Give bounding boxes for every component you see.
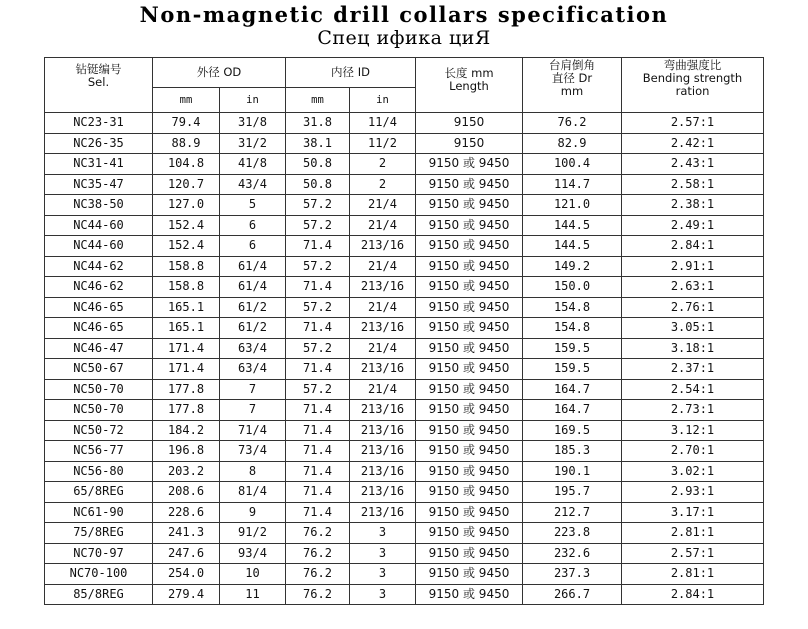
cell-od-mm: 152.4: [153, 215, 220, 236]
cell-id-mm: 71.4: [286, 420, 350, 441]
cell-id-in: 3: [350, 564, 416, 585]
cell-sel: NC31-41: [45, 154, 153, 175]
cell-dr: 144.5: [523, 215, 622, 236]
cell-length: 9150: [416, 113, 523, 134]
cell-bending-ratio: 2.58:1: [622, 174, 764, 195]
cell-sel: NC46-62: [45, 277, 153, 298]
cell-od-in: 71/4: [220, 420, 286, 441]
cell-sel: NC50-72: [45, 420, 153, 441]
cell-id-mm: 71.4: [286, 236, 350, 257]
cell-sel: NC26-35: [45, 133, 153, 154]
cell-bending-ratio: 2.57:1: [622, 113, 764, 134]
cell-od-mm: 177.8: [153, 379, 220, 400]
cell-od-mm: 165.1: [153, 318, 220, 339]
cell-length: 9150 或 9450: [416, 154, 523, 175]
header-od-in: in: [220, 88, 286, 113]
cell-od-in: 7: [220, 379, 286, 400]
table-row: [45, 379, 764, 400]
cell-bending-ratio: 2.57:1: [622, 543, 764, 564]
table-row: [45, 318, 764, 339]
cell-bending-ratio: 2.43:1: [622, 154, 764, 175]
cell-length: 9150 或 9450: [416, 195, 523, 216]
cell-od-in: 6: [220, 215, 286, 236]
header-dr: 台肩倒角 直径 Dr mm: [523, 58, 622, 113]
cell-bending-ratio: 3.12:1: [622, 420, 764, 441]
cell-sel: NC50-67: [45, 359, 153, 380]
cell-od-in: 43/4: [220, 174, 286, 195]
cell-length: 9150 或 9450: [416, 564, 523, 585]
cell-od-in: 61/2: [220, 318, 286, 339]
table-row: [45, 441, 764, 462]
cell-bending-ratio: 2.84:1: [622, 584, 764, 605]
table-row: [45, 338, 764, 359]
cell-od-mm: 104.8: [153, 154, 220, 175]
cell-dr: 154.8: [523, 318, 622, 339]
cell-sel: NC46-65: [45, 297, 153, 318]
cell-od-in: 91/2: [220, 523, 286, 544]
cell-od-mm: 152.4: [153, 236, 220, 257]
cell-length: 9150 或 9450: [416, 359, 523, 380]
cell-id-in: 21/4: [350, 256, 416, 277]
cell-od-in: 8: [220, 461, 286, 482]
cell-dr: 82.9: [523, 133, 622, 154]
cell-dr: 100.4: [523, 154, 622, 175]
cell-od-in: 61/2: [220, 297, 286, 318]
table-row: [45, 154, 764, 175]
cell-od-in: 11: [220, 584, 286, 605]
cell-id-in: 2: [350, 174, 416, 195]
cell-dr: 237.3: [523, 564, 622, 585]
cell-bending-ratio: 2.81:1: [622, 523, 764, 544]
cell-id-in: 21/4: [350, 297, 416, 318]
cell-id-in: 213/16: [350, 318, 416, 339]
cell-id-mm: 71.4: [286, 441, 350, 462]
cell-id-in: 11/2: [350, 133, 416, 154]
cell-sel: NC44-62: [45, 256, 153, 277]
cell-dr: 164.7: [523, 400, 622, 421]
cell-dr: 150.0: [523, 277, 622, 298]
cell-sel: NC23-31: [45, 113, 153, 134]
table-row: [45, 174, 764, 195]
cell-length: 9150 或 9450: [416, 400, 523, 421]
cell-dr: 185.3: [523, 441, 622, 462]
cell-id-mm: 57.2: [286, 195, 350, 216]
cell-length: 9150 或 9450: [416, 420, 523, 441]
cell-length: 9150 或 9450: [416, 277, 523, 298]
table-row: [45, 564, 764, 585]
cell-id-mm: 57.2: [286, 338, 350, 359]
cell-bending-ratio: 3.02:1: [622, 461, 764, 482]
cell-id-in: 3: [350, 584, 416, 605]
table-row: [45, 523, 764, 544]
cell-dr: 159.5: [523, 338, 622, 359]
table-row: [45, 133, 764, 154]
cell-dr: 159.5: [523, 359, 622, 380]
table-row: [45, 215, 764, 236]
table-row: [45, 482, 764, 503]
cell-od-mm: 171.4: [153, 359, 220, 380]
cell-id-in: 21/4: [350, 379, 416, 400]
cell-bending-ratio: 3.18:1: [622, 338, 764, 359]
cell-length: 9150 或 9450: [416, 236, 523, 257]
cell-od-in: 73/4: [220, 441, 286, 462]
cell-sel: NC56-80: [45, 461, 153, 482]
cell-id-mm: 57.2: [286, 215, 350, 236]
table-row: [45, 277, 764, 298]
cell-sel: NC56-77: [45, 441, 153, 462]
cell-bending-ratio: 2.37:1: [622, 359, 764, 380]
cell-od-mm: 279.4: [153, 584, 220, 605]
cell-sel: NC70-97: [45, 543, 153, 564]
table-row: [45, 420, 764, 441]
cell-length: 9150 或 9450: [416, 584, 523, 605]
cell-length: 9150 或 9450: [416, 318, 523, 339]
cell-bending-ratio: 2.84:1: [622, 236, 764, 257]
cell-bending-ratio: 2.49:1: [622, 215, 764, 236]
cell-bending-ratio: 2.70:1: [622, 441, 764, 462]
cell-length: 9150 或 9450: [416, 215, 523, 236]
cell-bending-ratio: 3.17:1: [622, 502, 764, 523]
cell-length: 9150 或 9450: [416, 297, 523, 318]
cell-sel: NC35-47: [45, 174, 153, 195]
table-row: [45, 297, 764, 318]
cell-length: 9150 或 9450: [416, 379, 523, 400]
table-row: [45, 400, 764, 421]
cell-od-mm: 184.2: [153, 420, 220, 441]
cell-od-mm: 158.8: [153, 277, 220, 298]
cell-od-in: 5: [220, 195, 286, 216]
cell-sel: 65/8REG: [45, 482, 153, 503]
cell-id-mm: 71.4: [286, 277, 350, 298]
cell-od-in: 31/2: [220, 133, 286, 154]
cell-dr: 169.5: [523, 420, 622, 441]
header-bending-strength: 弯曲强度比 Bending strength ration: [622, 58, 764, 113]
spec-table: [44, 57, 764, 605]
cell-od-in: 63/4: [220, 338, 286, 359]
cell-od-in: 9: [220, 502, 286, 523]
cell-sel: 75/8REG: [45, 523, 153, 544]
header-od-mm: mm: [153, 88, 220, 113]
cell-od-in: 61/4: [220, 256, 286, 277]
cell-od-mm: 247.6: [153, 543, 220, 564]
cell-id-in: 213/16: [350, 461, 416, 482]
cell-bending-ratio: 2.73:1: [622, 400, 764, 421]
cell-id-mm: 71.4: [286, 502, 350, 523]
document-title: Non-magnetic drill collars specification: [139, 2, 669, 27]
cell-dr: 195.7: [523, 482, 622, 503]
cell-od-mm: 171.4: [153, 338, 220, 359]
cell-dr: 164.7: [523, 379, 622, 400]
table-row: [45, 584, 764, 605]
document-subtitle: Спец ифика циЯ: [317, 27, 491, 49]
cell-dr: 232.6: [523, 543, 622, 564]
cell-id-mm: 71.4: [286, 359, 350, 380]
cell-dr: 144.5: [523, 236, 622, 257]
cell-id-in: 2: [350, 154, 416, 175]
cell-length: 9150 或 9450: [416, 256, 523, 277]
cell-sel: NC44-60: [45, 236, 153, 257]
table-row: [45, 543, 764, 564]
cell-od-mm: 203.2: [153, 461, 220, 482]
cell-id-in: 3: [350, 543, 416, 564]
cell-bending-ratio: 2.38:1: [622, 195, 764, 216]
cell-od-mm: 165.1: [153, 297, 220, 318]
table-row: [45, 461, 764, 482]
cell-dr: 266.7: [523, 584, 622, 605]
cell-od-in: 93/4: [220, 543, 286, 564]
cell-sel: NC50-70: [45, 379, 153, 400]
cell-od-mm: 208.6: [153, 482, 220, 503]
table-row: [45, 359, 764, 380]
cell-length: 9150 或 9450: [416, 338, 523, 359]
cell-sel: NC44-60: [45, 215, 153, 236]
cell-id-in: 213/16: [350, 502, 416, 523]
cell-od-mm: 177.8: [153, 400, 220, 421]
cell-id-in: 21/4: [350, 195, 416, 216]
cell-dr: 212.7: [523, 502, 622, 523]
cell-sel: NC46-47: [45, 338, 153, 359]
cell-id-mm: 50.8: [286, 174, 350, 195]
cell-length: 9150 或 9450: [416, 441, 523, 462]
cell-sel: 85/8REG: [45, 584, 153, 605]
cell-od-mm: 254.0: [153, 564, 220, 585]
cell-od-in: 31/8: [220, 113, 286, 134]
cell-id-in: 213/16: [350, 400, 416, 421]
cell-id-mm: 71.4: [286, 400, 350, 421]
cell-id-in: 213/16: [350, 441, 416, 462]
cell-bending-ratio: 2.63:1: [622, 277, 764, 298]
header-sel: 钻铤编号 Sel.: [45, 58, 153, 113]
cell-id-mm: 71.4: [286, 482, 350, 503]
cell-od-mm: 158.8: [153, 256, 220, 277]
cell-id-mm: 57.2: [286, 297, 350, 318]
cell-od-mm: 228.6: [153, 502, 220, 523]
cell-length: 9150 或 9450: [416, 482, 523, 503]
cell-od-in: 63/4: [220, 359, 286, 380]
cell-id-in: 3: [350, 523, 416, 544]
cell-od-mm: 88.9: [153, 133, 220, 154]
cell-length: 9150 或 9450: [416, 461, 523, 482]
cell-bending-ratio: 2.81:1: [622, 564, 764, 585]
cell-od-in: 81/4: [220, 482, 286, 503]
cell-bending-ratio: 2.54:1: [622, 379, 764, 400]
cell-dr: 223.8: [523, 523, 622, 544]
cell-id-in: 21/4: [350, 338, 416, 359]
cell-id-mm: 76.2: [286, 584, 350, 605]
cell-sel: NC46-65: [45, 318, 153, 339]
cell-dr: 121.0: [523, 195, 622, 216]
cell-od-mm: 127.0: [153, 195, 220, 216]
cell-id-in: 21/4: [350, 215, 416, 236]
cell-od-mm: 196.8: [153, 441, 220, 462]
spec-table-body: [45, 113, 764, 605]
header-id: 内径 ID: [286, 58, 416, 88]
header-id-in: in: [350, 88, 416, 113]
cell-bending-ratio: 2.42:1: [622, 133, 764, 154]
cell-id-mm: 71.4: [286, 318, 350, 339]
cell-id-in: 213/16: [350, 359, 416, 380]
cell-id-mm: 76.2: [286, 523, 350, 544]
cell-id-mm: 38.1: [286, 133, 350, 154]
header-id-mm: mm: [286, 88, 350, 113]
table-row: [45, 502, 764, 523]
cell-id-mm: 76.2: [286, 564, 350, 585]
cell-bending-ratio: 2.76:1: [622, 297, 764, 318]
cell-bending-ratio: 2.91:1: [622, 256, 764, 277]
table-row: [45, 113, 764, 134]
table-row: [45, 256, 764, 277]
cell-bending-ratio: 3.05:1: [622, 318, 764, 339]
cell-od-in: 7: [220, 400, 286, 421]
cell-dr: 149.2: [523, 256, 622, 277]
cell-id-in: 213/16: [350, 482, 416, 503]
cell-id-in: 213/16: [350, 236, 416, 257]
cell-length: 9150 或 9450: [416, 502, 523, 523]
cell-dr: 154.8: [523, 297, 622, 318]
cell-id-in: 213/16: [350, 277, 416, 298]
cell-length: 9150 或 9450: [416, 174, 523, 195]
header-length: 长度 mm Length: [416, 58, 523, 113]
cell-sel: NC61-90: [45, 502, 153, 523]
cell-length: 9150: [416, 133, 523, 154]
cell-dr: 190.1: [523, 461, 622, 482]
cell-id-mm: 57.2: [286, 379, 350, 400]
table-row: [45, 195, 764, 216]
cell-dr: 114.7: [523, 174, 622, 195]
cell-od-in: 6: [220, 236, 286, 257]
cell-id-mm: 57.2: [286, 256, 350, 277]
cell-id-mm: 71.4: [286, 461, 350, 482]
cell-id-mm: 76.2: [286, 543, 350, 564]
cell-od-mm: 120.7: [153, 174, 220, 195]
cell-id-in: 11/4: [350, 113, 416, 134]
cell-dr: 76.2: [523, 113, 622, 134]
cell-id-in: 213/16: [350, 420, 416, 441]
cell-bending-ratio: 2.93:1: [622, 482, 764, 503]
cell-od-mm: 79.4: [153, 113, 220, 134]
cell-sel: NC50-70: [45, 400, 153, 421]
cell-length: 9150 或 9450: [416, 543, 523, 564]
cell-od-mm: 241.3: [153, 523, 220, 544]
cell-od-in: 61/4: [220, 277, 286, 298]
header-od: 外径 OD: [153, 58, 286, 88]
cell-id-mm: 50.8: [286, 154, 350, 175]
cell-sel: NC38-50: [45, 195, 153, 216]
table-row: [45, 236, 764, 257]
cell-od-in: 41/8: [220, 154, 286, 175]
cell-sel: NC70-100: [45, 564, 153, 585]
cell-length: 9150 或 9450: [416, 523, 523, 544]
cell-od-in: 10: [220, 564, 286, 585]
cell-id-mm: 31.8: [286, 113, 350, 134]
